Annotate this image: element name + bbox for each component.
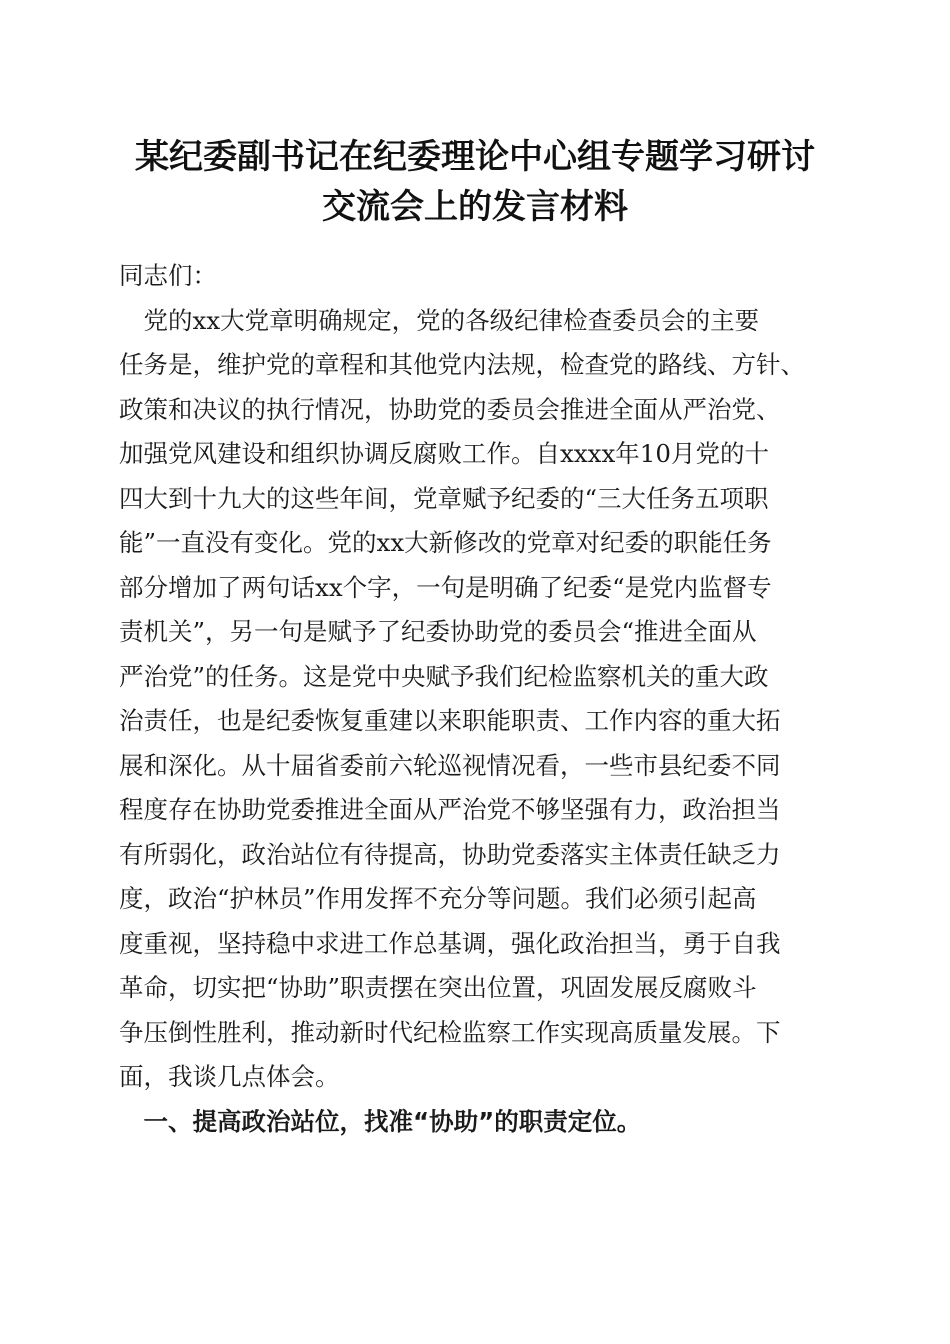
paragraph-line: 有所弱化，政治站位有待提高，协助党委落实主体责任缺乏力: [119, 839, 781, 869]
paragraph-line: 面，我谈几点体会。: [119, 1062, 340, 1091]
paragraph-line: 度重视，坚持稳中求进工作总基调，强化政治担当，勇于自我: [119, 928, 781, 958]
paragraph-line: 四大到十九大的这些年间，党章赋予纪委的“三大任务五项职: [119, 483, 769, 513]
paragraph-line: 责机关”，另一句是赋予了纪委协助党的委员会“推进全面从: [119, 617, 757, 646]
paragraph-line: 党的xx大党章明确规定，党的各级纪律检查委员会的主要: [119, 305, 760, 335]
paragraph-line: 度，政治“护林员”作用发挥不充分等问题。我们必须引起高: [119, 884, 757, 913]
salutation: 同志们：: [119, 261, 217, 290]
paragraph-line: 任务是，维护党的章程和其他党内法规，检查党的路线、方针、: [119, 350, 805, 379]
paragraph-line: 政策和决议的执行情况，协助党的委员会推进全面从严治党、: [119, 394, 781, 424]
document-body: [119, 254, 839, 1144]
paragraph-line: 争压倒性胜利，推动新时代纪检监察工作实现高质量发展。下: [119, 1017, 781, 1047]
section-heading: 一、提高政治站位，找准“协助”的职责定位。: [119, 1106, 642, 1136]
paragraph-line: 程度存在协助党委推进全面从严治党不够坚强有力，政治担当: [119, 795, 781, 824]
title-line-1: 某纪委副书记在纪委理论中心组专题学习研讨: [135, 137, 815, 177]
paragraph-line: 严治党”的任务。这是党中央赋予我们纪检监察机关的重大政: [119, 661, 769, 691]
paragraph-line: 能”一直没有变化。党的xx大新修改的党章对纪委的职能任务: [119, 528, 772, 557]
paragraph-line: 治责任，也是纪委恢复重建以来职能职责、工作内容的重大拓: [119, 706, 781, 735]
paragraph-line: 展和深化。从十届省委前六轮巡视情况看，一些市县纪委不同: [119, 750, 781, 780]
document-title: [100, 132, 850, 232]
paragraph-line: 加强党风建设和组织协调反腐败工作。自xxxx年10月党的十: [119, 439, 769, 468]
paragraph-line: 部分增加了两句话xx个字，一句是明确了纪委“是党内监督专: [119, 572, 772, 602]
paragraph-line: 革命，切实把“协助”职责摆在突出位置，巩固发展反腐败斗: [119, 973, 757, 1002]
title-line-2: 交流会上的发言材料: [322, 187, 628, 227]
